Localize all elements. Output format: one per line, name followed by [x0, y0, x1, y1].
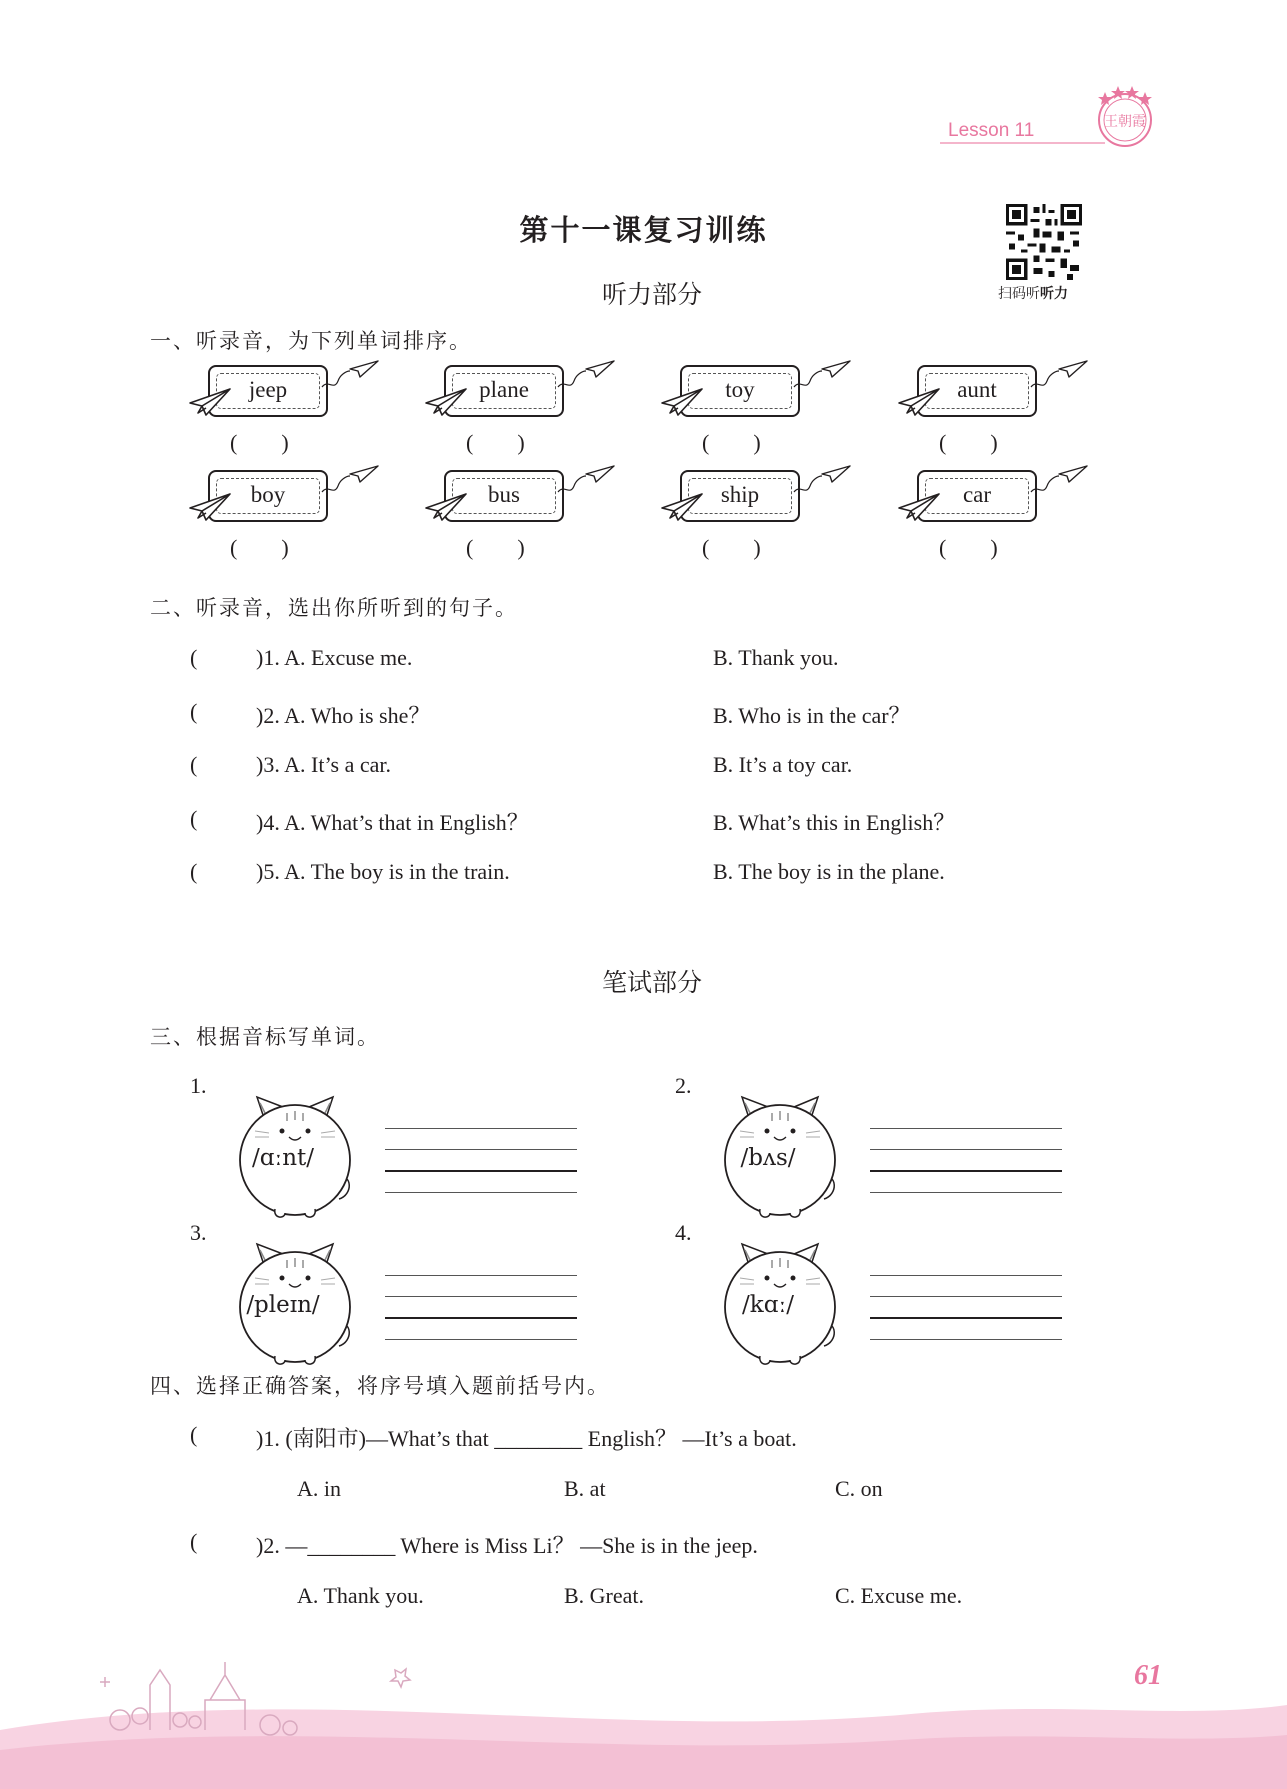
paper-plane-icon	[660, 492, 704, 522]
paper-plane-icon	[792, 462, 852, 506]
page-number: 61	[1134, 1660, 1162, 1691]
answer-open-paren[interactable]: (	[190, 698, 198, 724]
paper-plane-icon	[1029, 357, 1089, 401]
writing-line[interactable]	[385, 1317, 577, 1319]
q1-option-c[interactable]: C. on	[835, 1476, 883, 1501]
option-a[interactable]: )5. A. The boy is in the train.	[256, 859, 510, 884]
option-a[interactable]: )3. A. It’s a car.	[256, 752, 392, 777]
listening-heading: 听力部分	[601, 280, 702, 309]
q2-open-paren: (	[190, 1529, 198, 1554]
answer-blank[interactable]: ( )	[466, 430, 525, 455]
q2-option-c[interactable]: C. Excuse me.	[835, 1583, 963, 1608]
answer-open-paren[interactable]: (	[190, 645, 198, 670]
writing-line[interactable]	[870, 1317, 1062, 1319]
word-label: plane	[479, 377, 529, 402]
option-b[interactable]: B. Thank you.	[713, 645, 839, 670]
paper-plane-icon	[1029, 462, 1089, 506]
writing-line[interactable]	[385, 1339, 577, 1340]
writing-line[interactable]	[385, 1128, 577, 1129]
paper-plane-icon	[897, 492, 941, 522]
svg-text:王朝霞: 王朝霞	[1104, 114, 1146, 130]
paper-plane-icon	[320, 357, 380, 401]
option-a[interactable]: )4. A. What’s that in English？	[256, 809, 529, 835]
item-number: 2.	[675, 1073, 692, 1098]
paper-plane-icon	[424, 387, 468, 417]
item-number: 1.	[190, 1073, 207, 1098]
answer-blank[interactable]: ( )	[939, 535, 998, 560]
word-label: boy	[250, 482, 286, 507]
answer-open-paren[interactable]: (	[190, 859, 198, 884]
q1-open-paren: (	[190, 1422, 198, 1447]
item-number: 3.	[190, 1220, 207, 1245]
paper-plane-icon	[897, 387, 941, 417]
lesson-label: Lesson 11	[948, 120, 1035, 141]
part4-instruction: 四、选择正确答案，将序号填入题前括号内。	[150, 1374, 610, 1398]
writing-line[interactable]	[385, 1192, 577, 1193]
answer-blank[interactable]: ( )	[939, 430, 998, 455]
q1-option-a[interactable]: A. in	[297, 1476, 341, 1501]
writing-line[interactable]	[385, 1296, 577, 1297]
option-b[interactable]: B. Who is in the car？	[713, 702, 911, 728]
paper-plane-icon	[556, 462, 616, 506]
part1-instruction: 一、听录音，为下列单词排序。	[150, 329, 472, 353]
paper-plane-icon	[188, 492, 232, 522]
writing-line[interactable]	[385, 1275, 577, 1276]
writing-line[interactable]	[870, 1170, 1062, 1172]
writing-line[interactable]	[870, 1339, 1062, 1340]
paper-plane-icon	[188, 387, 232, 417]
option-b[interactable]: B. The boy is in the plane.	[713, 859, 945, 884]
paper-plane-icon	[792, 357, 852, 401]
answer-blank[interactable]: ( )	[702, 430, 761, 455]
writing-line[interactable]	[870, 1275, 1062, 1276]
writing-line[interactable]	[870, 1296, 1062, 1297]
option-a[interactable]: )1. A. Excuse me.	[256, 645, 413, 670]
word-label: jeep	[248, 377, 288, 402]
paper-plane-icon	[556, 357, 616, 401]
phonetic-label: /kɑː/	[742, 1292, 794, 1318]
qr-caption: 扫码听听力	[998, 286, 1068, 302]
word-label: aunt	[957, 377, 997, 402]
option-a[interactable]: )2. A. Who is she？	[256, 702, 431, 728]
qr-code-icon[interactable]	[1006, 204, 1082, 280]
q1-stem: )1. (南阳市)—What’s that ________ English？ —It’s a boat.	[256, 1426, 797, 1451]
writing-line[interactable]	[385, 1149, 577, 1150]
paper-plane-icon	[320, 462, 380, 506]
writing-line[interactable]	[385, 1170, 577, 1172]
q2-stem: )2. —________ Where is Miss Li？ —She is in the jeep.	[256, 1533, 758, 1558]
phonetic-label: /pleɪn/	[246, 1292, 320, 1318]
writing-line[interactable]	[870, 1149, 1062, 1150]
word-label: toy	[725, 377, 755, 402]
answer-open-paren[interactable]: (	[190, 805, 198, 831]
answer-blank[interactable]: ( )	[230, 535, 289, 560]
writing-line[interactable]	[870, 1192, 1062, 1193]
writing-line[interactable]	[870, 1128, 1062, 1129]
answer-open-paren[interactable]: (	[190, 752, 198, 777]
logo-emblem	[1090, 80, 1160, 150]
word-label: bus	[488, 482, 520, 507]
q2-option-a[interactable]: A. Thank you.	[297, 1583, 424, 1608]
page-title: 第十一课复习训练	[519, 213, 768, 247]
answer-blank[interactable]: ( )	[230, 430, 289, 455]
word-label: ship	[720, 482, 760, 507]
word-label: car	[962, 482, 992, 507]
part2-instruction: 二、听录音，选出你所听到的句子。	[150, 596, 518, 620]
q2-option-b[interactable]: B. Great.	[564, 1583, 645, 1608]
item-number: 4.	[675, 1220, 692, 1245]
paper-plane-icon	[660, 387, 704, 417]
paper-plane-icon	[424, 492, 468, 522]
option-b[interactable]: B. It’s a toy car.	[713, 752, 853, 777]
answer-blank[interactable]: ( )	[702, 535, 761, 560]
phonetic-label: /bʌs/	[740, 1145, 796, 1171]
part3-instruction: 三、根据音标写单词。	[150, 1025, 380, 1049]
answer-blank[interactable]: ( )	[466, 535, 525, 560]
phonetic-label: /ɑːnt/	[251, 1145, 315, 1171]
header-divider	[940, 142, 1105, 144]
footer-decoration	[0, 1620, 1287, 1789]
option-b[interactable]: B. What’s this in English？	[713, 809, 956, 835]
writing-heading: 笔试部分	[601, 968, 702, 997]
q1-option-b[interactable]: B. at	[564, 1476, 606, 1501]
